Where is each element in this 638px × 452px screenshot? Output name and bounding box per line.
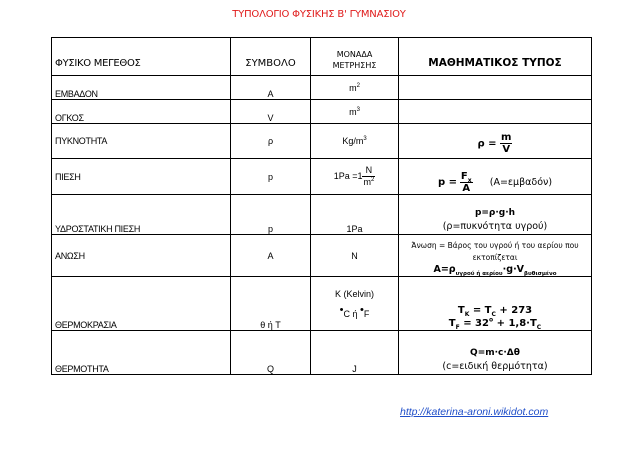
quantity-symbol: p bbox=[231, 195, 311, 235]
formula-line2: εκτοπίζεται bbox=[472, 253, 518, 262]
formula-line2: (c=ειδική θερμότητα) bbox=[442, 361, 548, 372]
density-subscript: υγρού ή αερίου bbox=[455, 270, 503, 277]
fahrenheit-subscript: F bbox=[455, 324, 460, 331]
fraction-numerator: m bbox=[501, 132, 512, 143]
fraction-denominator: A bbox=[462, 183, 471, 194]
formula-line1: p=ρ·g·h bbox=[474, 208, 516, 218]
table-row bbox=[52, 100, 592, 124]
formula-lhs: ρ = bbox=[477, 138, 497, 150]
header-quantity: ΦΥΣΙΚΟ ΜΕΓΕΘΟΣ bbox=[52, 38, 231, 76]
degree-mark: • bbox=[339, 303, 344, 316]
unit-base: m bbox=[363, 177, 371, 187]
unit-base: m bbox=[349, 106, 357, 117]
pressure-fraction bbox=[460, 171, 473, 194]
celsius-symbol: C bbox=[343, 308, 350, 319]
physics-formula-table bbox=[51, 37, 592, 375]
temperature-formula bbox=[399, 277, 592, 331]
quantity-symbol: V bbox=[231, 100, 311, 124]
quantity-unit bbox=[311, 159, 399, 195]
formula-line3 bbox=[433, 264, 556, 275]
unit-base: m bbox=[349, 82, 357, 93]
pascal-fraction bbox=[362, 165, 375, 188]
quantity-name: ΘΕΡΜΟΤΗΤΑ bbox=[52, 331, 231, 375]
table-row bbox=[52, 159, 592, 195]
quantity-unit bbox=[311, 76, 399, 100]
quantity-formula bbox=[399, 76, 592, 100]
force-subscript: x bbox=[467, 177, 472, 184]
volume-subscript: βυθισμένο bbox=[524, 270, 557, 277]
unit-exponent: 2 bbox=[356, 82, 360, 89]
table-row bbox=[52, 124, 592, 159]
unit-exponent: 2 bbox=[370, 177, 375, 183]
unit-prefix: 1Pa =1 bbox=[333, 170, 363, 181]
table-row bbox=[52, 235, 592, 277]
quantity-unit: 1Pa bbox=[311, 195, 399, 235]
formula-text: = 32 bbox=[459, 318, 489, 329]
fraction-numerator: N bbox=[362, 165, 375, 177]
header-unit bbox=[311, 38, 399, 76]
formula-mid: ·g·V bbox=[502, 264, 525, 275]
force-symbol: F bbox=[460, 171, 468, 182]
quantity-unit bbox=[311, 277, 399, 331]
t-symbol: T bbox=[457, 305, 465, 316]
density-fraction bbox=[500, 132, 512, 155]
quantity-name: ΟΓΚΟΣ bbox=[52, 100, 231, 124]
quantity-symbol: A bbox=[231, 76, 311, 100]
quantity-unit: N bbox=[311, 235, 399, 277]
unit-or: ή bbox=[349, 308, 360, 319]
quantity-symbol: θ ή T bbox=[231, 277, 311, 331]
quantity-symbol: p bbox=[231, 159, 311, 195]
hydrostatic-formula bbox=[399, 195, 592, 235]
formula-line2: (ρ=πυκνότητα υγρού) bbox=[442, 221, 548, 232]
t-symbol: T bbox=[448, 318, 456, 329]
fraction-numerator bbox=[460, 171, 473, 183]
unit-exponent: 3 bbox=[363, 136, 367, 142]
degree-mark: • bbox=[360, 303, 364, 316]
header-formula: ΜΑΘΗΜΑΤΙΚΟΣ ΤΥΠΟΣ bbox=[399, 38, 592, 76]
fahrenheit-symbol: F bbox=[363, 308, 370, 319]
celsius-subscript: C bbox=[491, 311, 496, 318]
celsius-subscript: C bbox=[536, 324, 542, 331]
footer-link[interactable]: http://katerina-aroni.wikidot.com bbox=[400, 406, 549, 418]
document-title: ΤΥΠΟΛΟΓΙΟ ΦΥΣΙΚΗΣ Β' ΓΥΜΝΑΣΙΟΥ bbox=[232, 9, 406, 20]
formula-text: + 1,8·T bbox=[493, 318, 537, 329]
table-row bbox=[52, 76, 592, 100]
quantity-name: ΠΥΚΝΟΤΗΤΑ bbox=[52, 124, 231, 159]
formula-text: = T bbox=[469, 305, 492, 316]
header-unit-line1: ΜΟΝΑΔΑ bbox=[336, 50, 373, 59]
formula-line1: Q=m·c·Δθ bbox=[470, 348, 520, 358]
quantity-symbol: A bbox=[231, 235, 311, 277]
heat-formula bbox=[399, 331, 592, 375]
formula-note: (A=εμβαδόν) bbox=[489, 177, 553, 188]
formula-lhs: p = bbox=[437, 177, 457, 188]
quantity-unit: J bbox=[311, 331, 399, 375]
unit-base: Kg/m bbox=[342, 136, 364, 146]
unit-line1: K (Kelvin) bbox=[334, 288, 374, 299]
table-row bbox=[52, 195, 592, 235]
header-unit-line2: ΜΕΤΡΗΣΗΣ bbox=[332, 61, 377, 70]
quantity-name: ΑΝΩΣΗ bbox=[52, 235, 231, 277]
kelvin-subscript: K bbox=[464, 311, 470, 318]
unit-exponent: 3 bbox=[356, 106, 360, 113]
degree-superscript: o bbox=[488, 316, 494, 324]
quantity-formula bbox=[399, 100, 592, 124]
pressure-formula bbox=[399, 159, 592, 195]
formula-line1: Άνωση = Βάρος του υγρού ή του αερίου που bbox=[411, 241, 579, 250]
quantity-name: ΕΜΒΑΔΟΝ bbox=[52, 76, 231, 100]
quantity-symbol: Q bbox=[231, 331, 311, 375]
quantity-symbol: ρ bbox=[231, 124, 311, 159]
density-formula bbox=[399, 124, 592, 159]
table-row bbox=[52, 331, 592, 375]
quantity-name: ΠΙΕΣΗ bbox=[52, 159, 231, 195]
fraction-denominator bbox=[362, 177, 375, 188]
formula-text: + 273 bbox=[495, 305, 533, 316]
formula-line2 bbox=[449, 318, 541, 329]
table-header-row bbox=[52, 38, 592, 76]
quantity-unit bbox=[311, 100, 399, 124]
formula-a: A=ρ bbox=[433, 264, 456, 275]
buoyancy-formula bbox=[399, 235, 592, 277]
quantity-name: ΥΔΡΟΣΤΑΤΙΚΗ ΠΙΕΣΗ bbox=[52, 195, 231, 235]
fraction-denominator: V bbox=[502, 144, 511, 155]
quantity-unit bbox=[311, 124, 399, 159]
table-row bbox=[52, 277, 592, 331]
formula-line1 bbox=[458, 305, 532, 316]
header-symbol: ΣΥΜΒΟΛΟ bbox=[231, 38, 311, 76]
quantity-name: ΘΕΡΜΟΚΡΑΣΙΑ bbox=[52, 277, 231, 331]
